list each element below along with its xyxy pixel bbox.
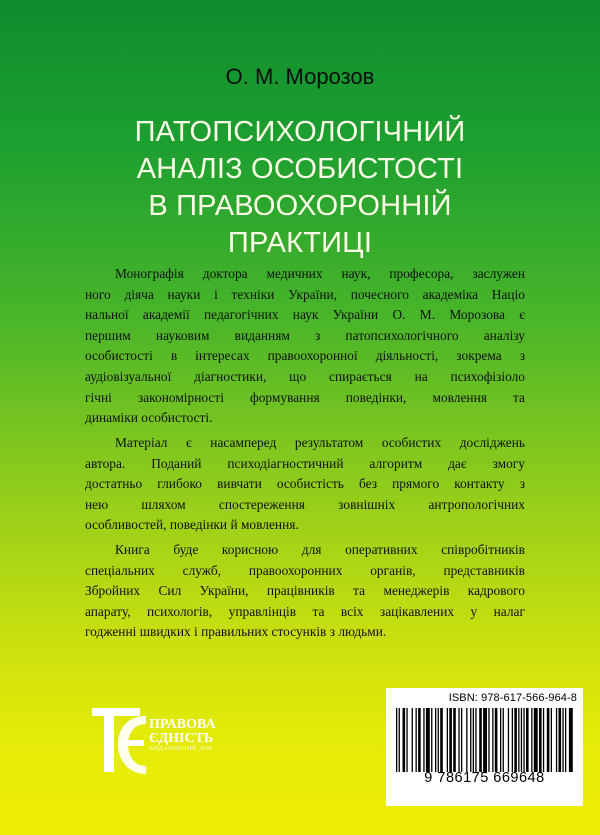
barcode-bar xyxy=(547,708,550,772)
text-line: ного діяча науки і техніки України, почесного академіка Націо xyxy=(85,286,525,302)
barcode-bar xyxy=(503,708,504,772)
barcode-bar xyxy=(562,708,563,772)
isbn-label: ISBN: 978-617-566-964-8 xyxy=(448,692,577,704)
barcode-bar xyxy=(473,708,474,772)
text-line: спеціальних служб, правоохоронних органів, представників xyxy=(85,562,525,578)
barcode-bar xyxy=(475,708,476,772)
text-line: аудіовізуальної діагностики, що спирається на психофізіоло xyxy=(85,368,525,384)
barcode-bar xyxy=(406,708,407,772)
barcode-bar xyxy=(416,708,417,772)
text-line: нальної академії педагогічних наук України О. М. Морозова є xyxy=(85,307,525,323)
text-line: динаміки особистості. xyxy=(85,410,213,426)
barcode-bar xyxy=(399,708,400,772)
barcode-bar xyxy=(534,708,538,772)
book-title xyxy=(60,114,540,262)
text-line: особливостей, поведінки й мовлення. xyxy=(85,517,299,533)
text-line: першим науковим виданням з патопсихологічного аналізу xyxy=(85,327,525,343)
barcode-bar xyxy=(466,708,467,772)
publisher-name-line: ПРАВОВА xyxy=(149,717,216,732)
barcode-digits: 9 786175 669648 xyxy=(424,770,545,786)
publisher-name xyxy=(149,718,216,753)
barcode-bar xyxy=(539,708,542,772)
barcode-bar xyxy=(495,708,498,772)
barcode-box xyxy=(386,688,583,806)
barcode-bar xyxy=(488,708,489,772)
barcode-bar xyxy=(526,708,529,772)
barcode-bar xyxy=(512,708,513,772)
barcode-bar xyxy=(431,708,432,772)
barcode-bar xyxy=(438,708,439,772)
text-line: нею шляхом спостереження зовнішніх антропологічних xyxy=(85,496,525,512)
barcode-bar xyxy=(423,708,424,772)
barcode-bar xyxy=(565,708,566,772)
barcode-bar xyxy=(440,708,443,772)
barcode-bar xyxy=(426,708,430,772)
barcode-bar xyxy=(518,708,519,772)
barcode-bar xyxy=(449,708,452,772)
barcode-bar xyxy=(523,708,524,772)
barcode-bar xyxy=(396,708,397,772)
barcode-bar xyxy=(551,708,552,772)
barcode-bars xyxy=(392,708,577,772)
barcode-bar xyxy=(435,708,436,772)
barcode-bar xyxy=(500,708,501,772)
barcode-bar xyxy=(531,708,532,772)
barcode-bar xyxy=(569,708,573,772)
text-line: годженні швидких і правильних стосунків з людьми. xyxy=(85,624,387,640)
barcode-bar xyxy=(447,708,448,772)
barcode-bar xyxy=(461,708,462,772)
text-line: автора. Поданий психодіагностичний алгоритм дає змогу xyxy=(85,455,525,471)
publisher-tagline: ВИДАВНИЧИЙ ДІМ xyxy=(149,746,213,752)
barcode-bar xyxy=(470,708,471,772)
book-author: О. М. Морозов xyxy=(225,64,375,89)
text-line: Монографія доктора медичних наук, професора, заслужен xyxy=(115,266,525,281)
text-line: апарату, психологів, управлінців та всіх зацікавлених у налаг xyxy=(85,603,525,619)
text-line: Книга буде корисною для оперативних співробітників xyxy=(115,542,525,557)
text-line: гічні закономірності формування поведінки, мовлення та xyxy=(85,389,525,405)
barcode-bar xyxy=(418,708,421,772)
barcode-bar xyxy=(403,708,406,772)
annotation-paragraph-1 xyxy=(85,264,525,429)
barcode-bar xyxy=(492,708,493,772)
barcode-bar xyxy=(556,708,557,772)
title-line: ПРАКТИЦІ xyxy=(227,227,373,259)
publisher-name-line: ЄДНІСТЬ xyxy=(149,731,214,746)
barcode-bar xyxy=(521,708,522,772)
annotation-paragraph-3 xyxy=(85,540,525,643)
barcode-bar xyxy=(479,708,482,772)
title-line: В ПРАВООХОРОННІЙ xyxy=(148,190,452,222)
barcode-bar xyxy=(412,708,413,772)
title-line: АНАЛІЗ ОСОБИСТОСТІ xyxy=(136,153,464,185)
barcode-bar xyxy=(483,708,487,772)
text-line: Збройних Сил України, працівників та менеджерів кадрового xyxy=(85,583,525,599)
barcode-bar xyxy=(543,708,544,772)
text-line: достатньо глибоко вивчати особистість без прямого контакту з xyxy=(85,476,525,492)
title-line: ПАТОПСИХОЛОГІЧНИЙ xyxy=(134,116,466,148)
barcode-bar xyxy=(453,708,456,772)
annotation-paragraph-2 xyxy=(85,433,525,536)
text-line: Матеріал є насамперед результатом особистих досліджень xyxy=(115,435,525,450)
barcode-bar xyxy=(559,708,562,772)
text-line: особистості в інтересах правоохоронної діяльності, зокрема з xyxy=(85,348,525,364)
barcode-bar xyxy=(508,708,509,772)
barcode-bar xyxy=(458,708,459,772)
barcode-bar xyxy=(514,708,517,772)
